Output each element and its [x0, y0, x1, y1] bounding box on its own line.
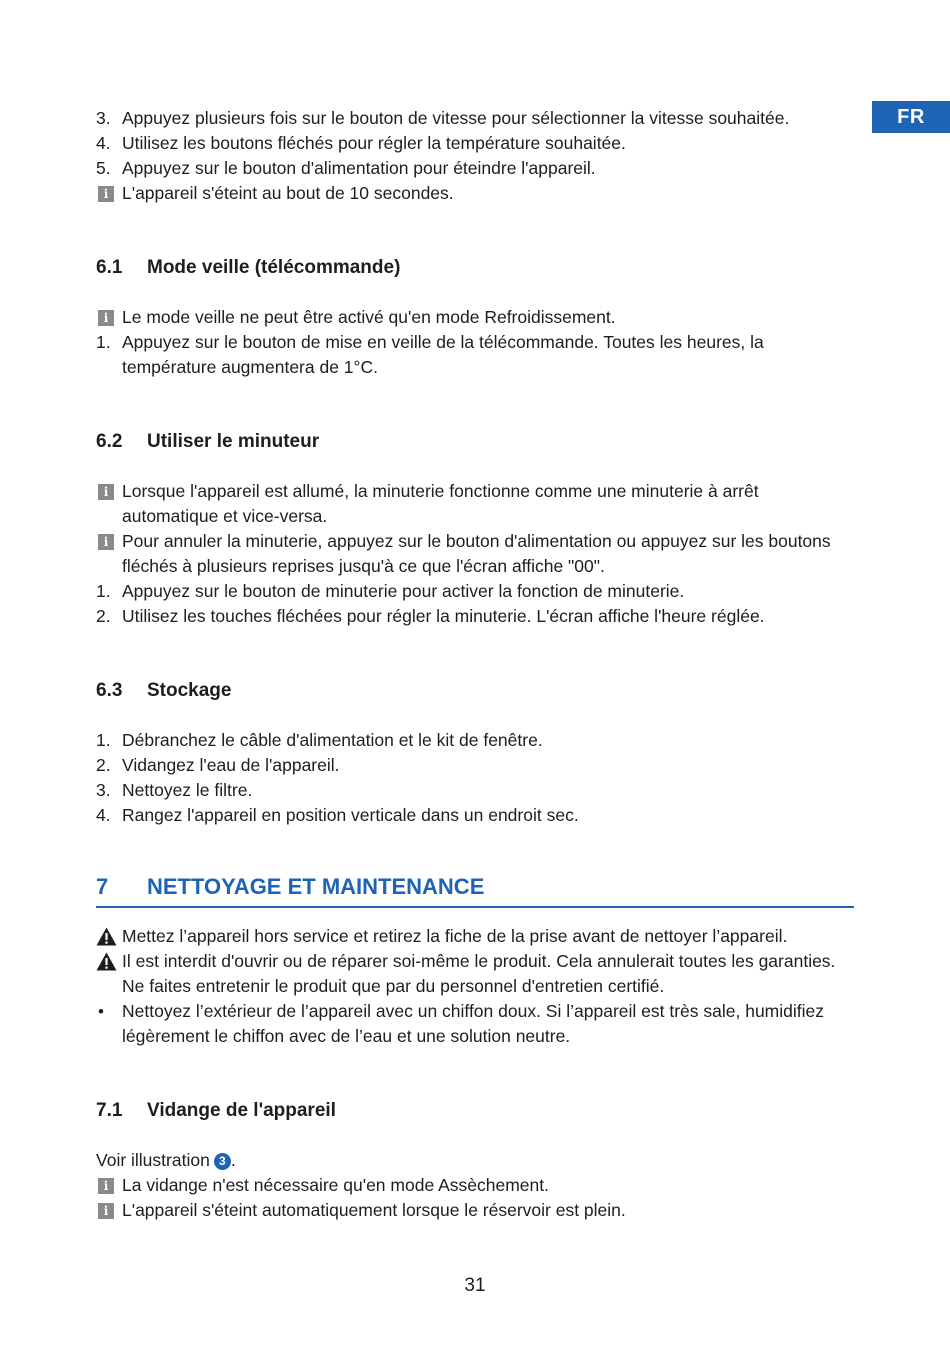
warning-note [96, 924, 856, 949]
info-note [96, 1198, 856, 1223]
section-number: 6.2 [96, 431, 123, 452]
list-number: 2. [96, 606, 111, 626]
warning-icon [96, 927, 117, 946]
list-number: 5. [96, 158, 111, 178]
info-note [96, 305, 856, 330]
info-note-text: La vidange n'est nécessaire qu'en mode Assèchement. [122, 1175, 549, 1195]
list-number: 3. [96, 780, 111, 800]
info-note-text: Le mode veille ne peut être activé qu'en mode Refroidissement. [122, 307, 616, 327]
list-number: 1. [96, 332, 111, 352]
list-item [96, 330, 856, 380]
section-number: 6.3 [96, 680, 123, 701]
info-note-text: Lorsque l'appareil est allumé, la minuterie fonctionne comme une minuterie à arrêt automatique et vice-versa. [122, 481, 759, 526]
info-note-text: Pour annuler la minuterie, appuyez sur le bouton d'alimentation ou appuyez sur les boutons fléchés à plusieurs reprises jusqu'à ce que l'écran affiche "00". [122, 531, 831, 576]
list-item-text: Appuyez sur le bouton de mise en veille de la télécommande. Toutes les heures, la température augmentera de 1°C. [122, 332, 764, 377]
list-item-text: Appuyez plusieurs fois sur le bouton de vitesse pour sélectionner la vitesse souhaitée. [122, 108, 790, 128]
chapter-number: 7 [96, 874, 109, 899]
info-icon: i [98, 186, 114, 202]
section-heading-6-2 [96, 429, 856, 455]
section-title: Mode veille (télécommande) [147, 257, 401, 278]
info-icon: i [98, 310, 114, 326]
section-number: 6.1 [96, 257, 123, 278]
list-item [96, 106, 856, 131]
list-item-text: Vidangez l'eau de l'appareil. [122, 755, 340, 775]
illustration-number-badge: 3 [214, 1153, 231, 1170]
list-number: 4. [96, 133, 111, 153]
bullet-item-text: Nettoyez l’extérieur de l’appareil avec un chiffon doux. Si l’appareil est très sale, humidifiez légèrement le chiffon avec de l’eau et une solution neutre. [122, 1001, 824, 1046]
list-item [96, 753, 856, 778]
list-item-text: Débranchez le câble d'alimentation et le kit de fenêtre. [122, 730, 543, 750]
illustration-reference-end: . [230, 1150, 236, 1170]
section-title: Utiliser le minuteur [147, 431, 320, 452]
list-item-text: Nettoyez le filtre. [122, 780, 253, 800]
section-title: Vidange de l'appareil [147, 1100, 336, 1121]
illustration-reference-text: Voir illustration [96, 1150, 210, 1170]
chapter-title: NETTOYAGE ET MAINTENANCE [147, 874, 485, 899]
illustration-reference [96, 1148, 856, 1173]
bullet-item [96, 999, 856, 1049]
list-number: 1. [96, 581, 111, 601]
list-item [96, 728, 856, 753]
list-item [96, 579, 856, 604]
section-heading-6-1 [96, 255, 856, 281]
list-item-text: Rangez l'appareil en position verticale dans un endroit sec. [122, 805, 579, 825]
warning-note-text: Mettez l’appareil hors service et retirez la fiche de la prise avant de nettoyer l’appareil. [122, 926, 788, 946]
language-tab: FR [872, 101, 950, 133]
info-icon: i [98, 534, 114, 550]
list-number: 1. [96, 730, 111, 750]
list-item [96, 131, 856, 156]
list-item-text: Utilisez les touches fléchées pour régler la minuterie. L'écran affiche l'heure réglée. [122, 606, 765, 626]
info-icon: i [98, 484, 114, 500]
section-number: 7.1 [96, 1100, 123, 1121]
list-number: 3. [96, 108, 111, 128]
warning-note-text: Il est interdit d'ouvrir ou de réparer soi-même le produit. Cela annulerait toutes les garanties. Ne faites entretenir le produit que par du personnel d'entretien certifié. [122, 951, 836, 996]
info-note [96, 479, 856, 529]
section-title: Stockage [147, 680, 232, 701]
list-number: 2. [96, 755, 111, 775]
list-item-text: Utilisez les boutons fléchés pour régler la température souhaitée. [122, 133, 626, 153]
chapter-heading-7 [96, 872, 854, 908]
list-item-text: Appuyez sur le bouton de minuterie pour activer la fonction de minuterie. [122, 581, 685, 601]
list-item [96, 803, 856, 828]
info-note [96, 181, 856, 206]
list-number: 4. [96, 805, 111, 825]
info-note [96, 529, 856, 579]
warning-icon [96, 952, 117, 971]
info-note-text: L'appareil s'éteint automatiquement lorsque le réservoir est plein. [122, 1200, 626, 1220]
info-note [96, 1173, 856, 1198]
page-number: 31 [464, 1275, 486, 1296]
warning-note [96, 949, 856, 999]
info-note-text: L'appareil s'éteint au bout de 10 secondes. [122, 183, 454, 203]
section-heading-7-1 [96, 1098, 856, 1124]
info-icon: i [98, 1178, 114, 1194]
list-item-text: Appuyez sur le bouton d'alimentation pour éteindre l'appareil. [122, 158, 596, 178]
bullet-icon: • [98, 1002, 104, 1021]
list-item [96, 604, 856, 629]
list-item [96, 156, 856, 181]
page-content [96, 106, 856, 1223]
list-item [96, 778, 856, 803]
info-icon: i [98, 1203, 114, 1219]
section-heading-6-3 [96, 678, 856, 704]
